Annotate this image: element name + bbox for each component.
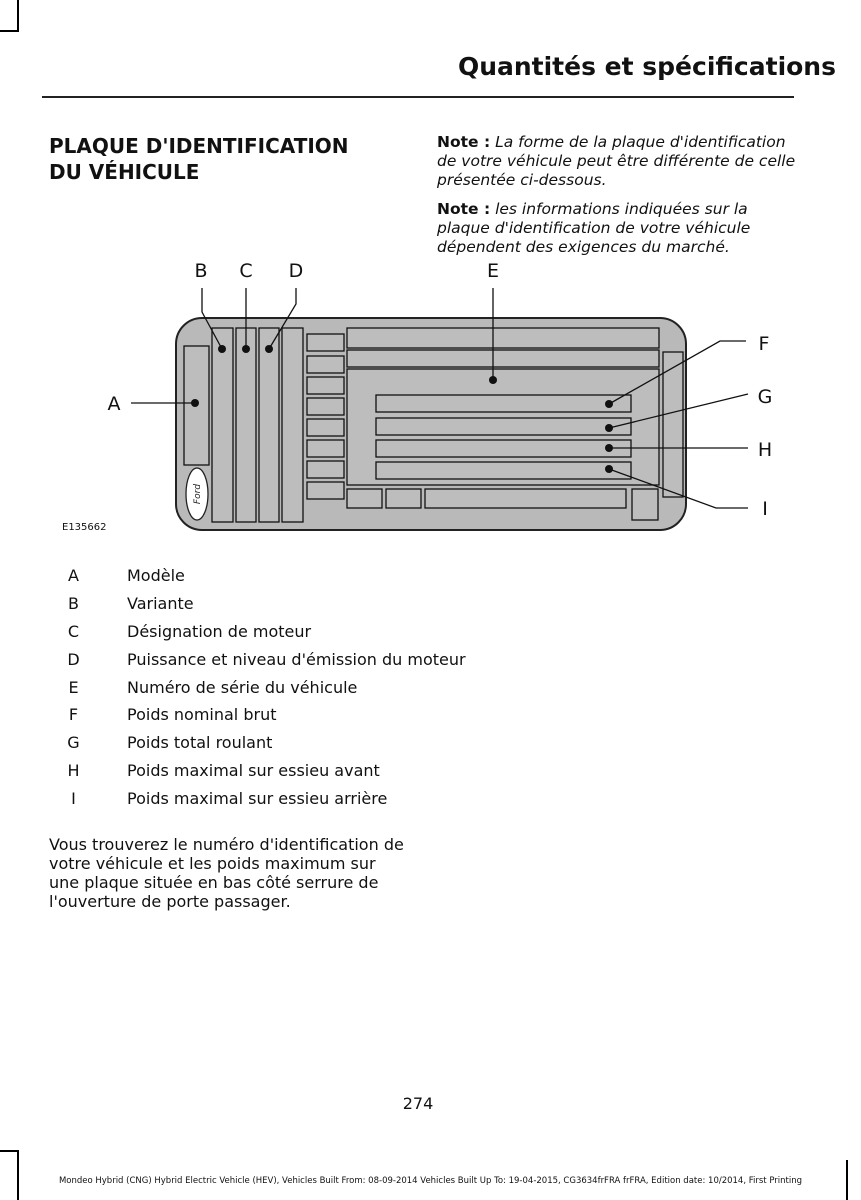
page-number: 274 <box>402 1094 434 1113</box>
legend-item <box>60 729 466 757</box>
note-label: Note : <box>437 200 491 218</box>
legend-text: Poids maximal sur essieu arrière <box>127 788 388 808</box>
legend-list <box>60 562 466 812</box>
legend-item <box>60 757 466 785</box>
legend-text: Désignation de moteur <box>127 621 312 641</box>
identification-plate-figure <box>0 0 861 560</box>
svg-text:Ford: Ford <box>193 483 203 505</box>
callout-g: G <box>757 386 773 408</box>
legend-text: Modèle <box>127 566 185 586</box>
legend-letter: A <box>68 566 79 586</box>
callout-b: B <box>194 260 208 282</box>
legend-text: Poids total roulant <box>127 733 273 753</box>
note-text: les informations indiquées sur la plaque d'identification de votre véhicule dépendent des exigences du marché. <box>437 200 751 256</box>
legend-letter: G <box>67 733 80 753</box>
crop-mark <box>17 1150 19 1200</box>
legend-item <box>60 645 466 673</box>
section-title-line1: PLAQUE D'IDENTIFICATION <box>49 134 349 158</box>
legend-text: Poids nominal brut <box>127 705 277 725</box>
callout-i: I <box>762 498 768 520</box>
legend-item <box>60 784 466 812</box>
callout-h: H <box>757 439 773 461</box>
callout-f: F <box>758 333 770 355</box>
legend-letter: E <box>68 677 79 697</box>
legend-text: Poids maximal sur essieu avant <box>127 760 380 780</box>
legend-text: Puissance et niveau d'émission du moteur <box>127 649 466 669</box>
section-title-line2: DU VÉHICULE <box>49 160 200 184</box>
legend-letter: D <box>67 649 80 669</box>
legend-letter: B <box>68 594 79 614</box>
crop-mark <box>0 1150 19 1152</box>
legend-letter: C <box>67 621 80 641</box>
callout-e: E <box>486 260 500 282</box>
note-label: Note : <box>437 133 491 151</box>
legend-letter: I <box>71 788 76 808</box>
legend-text: Numéro de série du véhicule <box>127 677 358 697</box>
legend-letter: F <box>68 705 79 725</box>
legend-item <box>60 701 466 729</box>
page-header-title: Quantités et spécifications <box>457 52 836 81</box>
callout-d: D <box>288 260 304 282</box>
legend-letter: H <box>67 760 80 780</box>
figure-id: E135662 <box>62 522 107 533</box>
callout-c: C <box>239 260 253 282</box>
body-paragraph: Vous trouverez le numéro d'identification de votre véhicule et les poids maximum sur une plaque située en bas côté serrure de l'ouverture de porte passager. <box>49 835 404 911</box>
legend-item <box>60 673 466 701</box>
ford-logo-icon <box>186 468 208 520</box>
legend-item <box>60 590 466 618</box>
legend-text: Variante <box>127 594 194 614</box>
legend-item <box>60 562 466 590</box>
note-text: La forme de la plaque d'identification de votre véhicule peut être différente de celle présentée ci-dessous. <box>437 133 796 189</box>
page-footer: Mondeo Hybrid (CNG) Hybrid Electric Vehicle (HEV), Vehicles Built From: 08-09-2014 Vehicles Built Up To: 19-04-2015, CG3634frFRA frFRA, Edition date: 10/2014, First Printing <box>58 1176 803 1186</box>
legend-item <box>60 618 466 646</box>
callout-a: A <box>107 393 121 415</box>
